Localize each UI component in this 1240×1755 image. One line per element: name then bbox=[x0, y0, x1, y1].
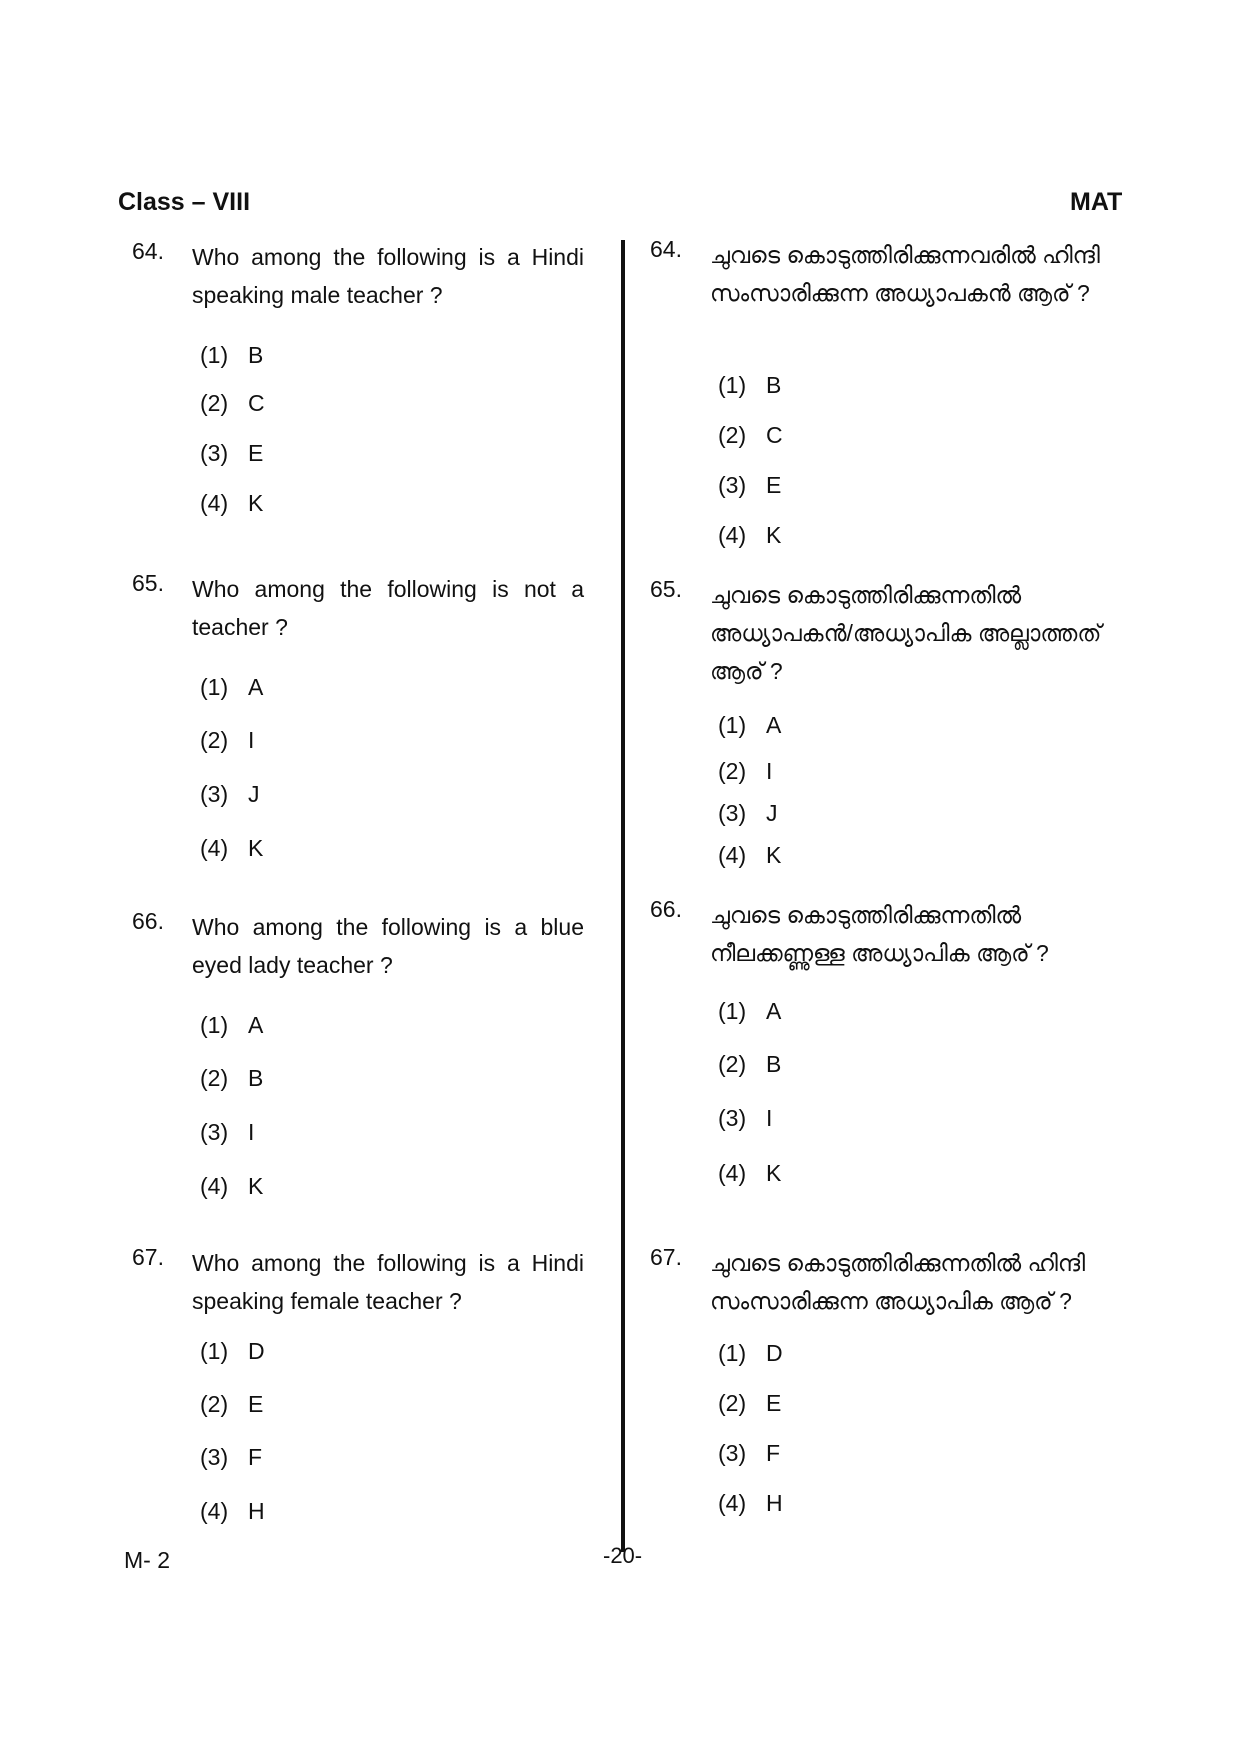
question-text: Who among the following is not a teacher ? bbox=[192, 576, 584, 640]
option: (1) A bbox=[718, 712, 782, 738]
option: (1) A bbox=[200, 1012, 264, 1038]
option: (4) H bbox=[200, 1498, 265, 1524]
option: (2) E bbox=[200, 1391, 264, 1417]
question-text: Who among the following is a Hindi speaking male teacher ? bbox=[192, 244, 584, 308]
option: (4) K bbox=[718, 522, 782, 548]
option: (1) D bbox=[200, 1338, 265, 1364]
option: (1) B bbox=[718, 372, 782, 398]
subject-label: MAT bbox=[1070, 188, 1123, 216]
option: (4) K bbox=[718, 1160, 782, 1186]
option: (1) A bbox=[718, 998, 782, 1024]
question-number: 67. bbox=[132, 1244, 164, 1270]
page-number: -20- bbox=[603, 1543, 643, 1568]
question-text: ചുവടെ കൊടുത്തിരിക്കുന്നതിൽ ഹിന്ദി സംസാരിക്കുന്ന അധ്യാപിക ആര് ? bbox=[710, 1250, 1086, 1314]
booklet-code: M- 2 bbox=[124, 1547, 170, 1573]
option: (3) I bbox=[200, 1119, 255, 1145]
class-label: Class – VIII bbox=[118, 188, 251, 216]
question-number: 65. bbox=[650, 576, 682, 602]
option: (4) K bbox=[200, 835, 264, 861]
question-text: ചുവടെ കൊടുത്തിരിക്കുന്നതിൽ നീലക്കണ്ണുള്ള അധ്യാപിക ആര് ? bbox=[710, 902, 1049, 966]
question-text: ചുവടെ കൊടുത്തിരിക്കുന്നവരിൽ ഹിന്ദി സംസാരിക്കുന്ന അധ്യാപകൻ ആര് ? bbox=[710, 242, 1100, 306]
option: (4) H bbox=[718, 1490, 783, 1516]
option: (4) K bbox=[200, 1173, 264, 1199]
option: (2) I bbox=[718, 758, 773, 784]
question-number: 66. bbox=[650, 896, 682, 922]
option: (4) K bbox=[718, 842, 782, 868]
option: (2) B bbox=[200, 1065, 264, 1091]
question-number: 67. bbox=[650, 1244, 682, 1270]
option: (3) E bbox=[718, 472, 782, 498]
option: (3) J bbox=[718, 800, 778, 826]
question-text: Who among the following is a blue eyed lady teacher ? bbox=[192, 914, 584, 978]
option: (2) B bbox=[718, 1051, 782, 1077]
option: (3) J bbox=[200, 781, 260, 807]
question-number: 65. bbox=[132, 570, 164, 596]
option: (2) C bbox=[200, 390, 265, 416]
option: (1) D bbox=[718, 1340, 783, 1366]
option: (3) F bbox=[200, 1444, 263, 1470]
column-divider bbox=[621, 240, 625, 1552]
option: (2) C bbox=[718, 422, 783, 448]
option: (1) A bbox=[200, 674, 264, 700]
option: (4) K bbox=[200, 490, 264, 516]
question-text: ചുവടെ കൊടുത്തിരിക്കുന്നതിൽ അധ്യാപകൻ/അധ്യാപിക അല്ലാത്തത് ആര് ? bbox=[710, 582, 1102, 684]
question-text: Who among the following is a Hindi speaking female teacher ? bbox=[192, 1250, 584, 1314]
option: (3) F bbox=[718, 1440, 781, 1466]
option: (3) I bbox=[718, 1105, 773, 1131]
option: (2) I bbox=[200, 727, 255, 753]
option: (1) B bbox=[200, 342, 264, 368]
option: (3) E bbox=[200, 440, 264, 466]
question-number: 64. bbox=[650, 236, 682, 262]
option: (2) E bbox=[718, 1390, 782, 1416]
question-number: 66. bbox=[132, 908, 164, 934]
question-number: 64. bbox=[132, 238, 164, 264]
